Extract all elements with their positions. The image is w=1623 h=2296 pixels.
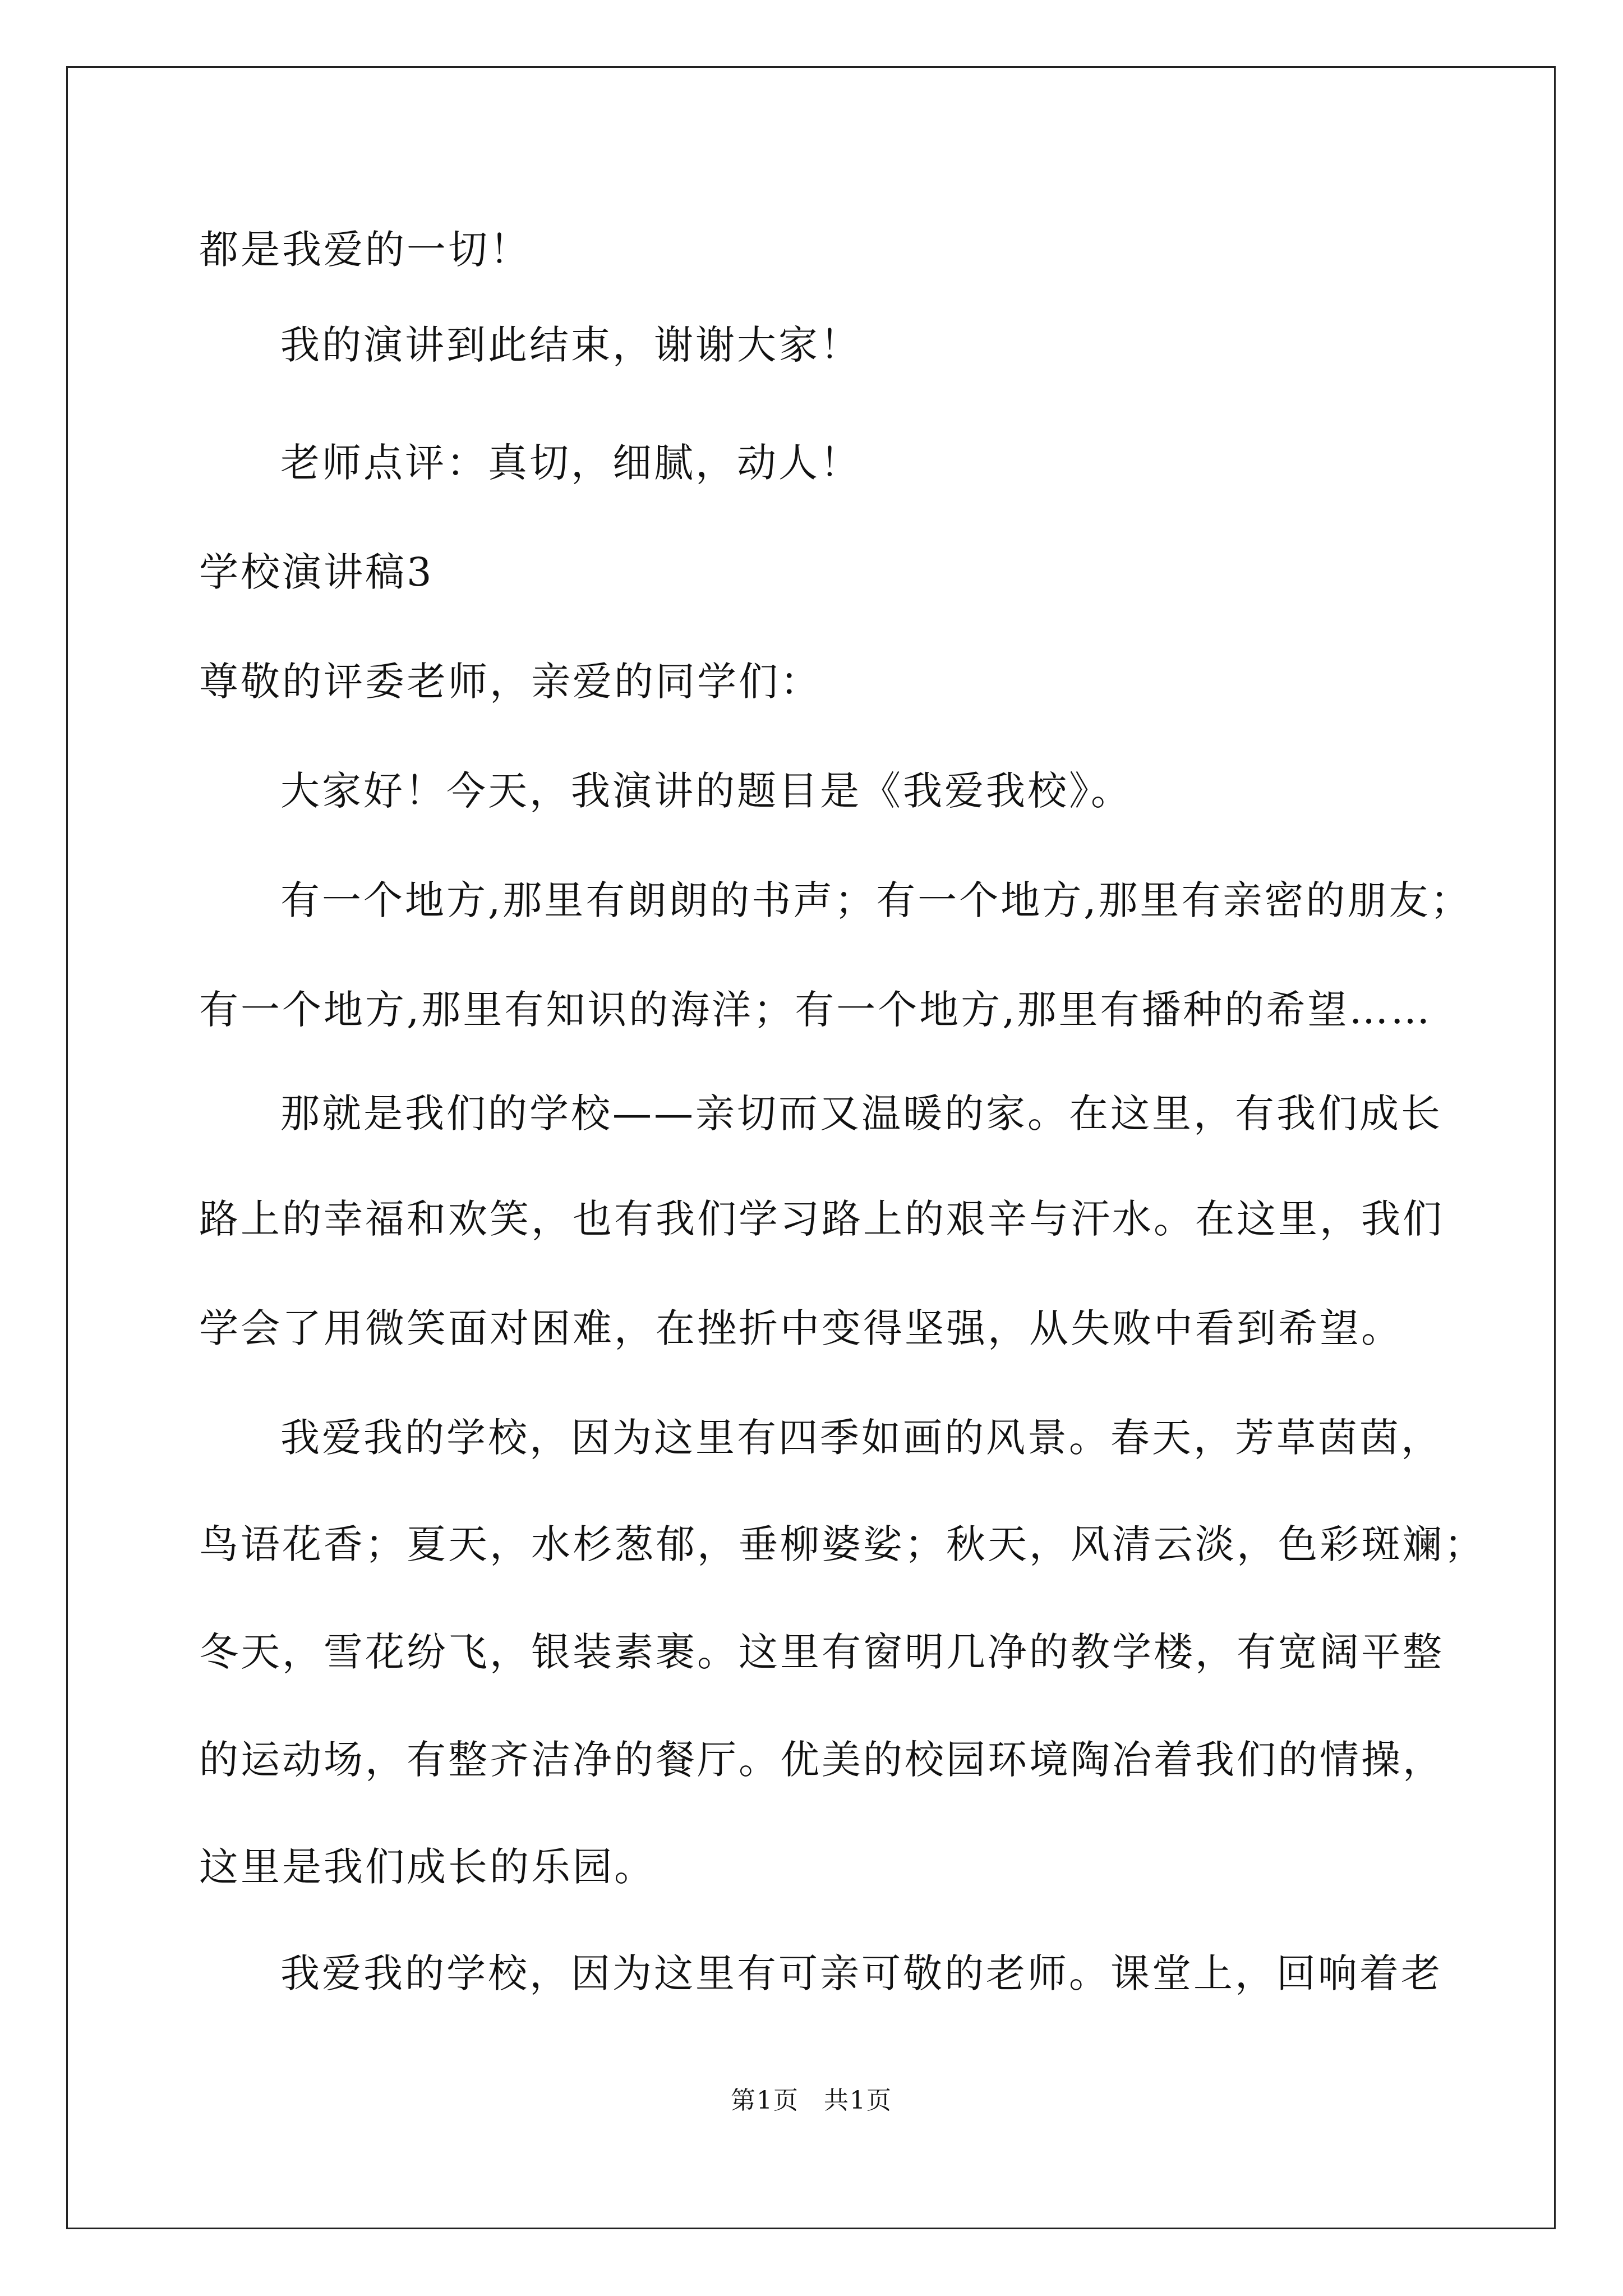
- text-line: 都是我爱的一切！: [199, 227, 531, 273]
- text-line: 我的演讲到此结束，谢谢大家！: [280, 322, 861, 368]
- section-heading: 学校演讲稿3: [199, 549, 434, 595]
- text-line: 鸟语花香；夏天，水杉葱郁，垂柳婆娑；秋天，风清云淡，色彩斑斓；: [199, 1521, 1486, 1567]
- text-line: 有一个地方,那里有朗朗的书声；有一个地方,那里有亲密的朋友；: [280, 877, 1472, 923]
- page-border: [66, 66, 1556, 2229]
- salutation: 尊敬的评委老师，亲爱的同学们：: [199, 659, 822, 705]
- text-line: 路上的幸福和欢笑，也有我们学习路上的艰辛与汗水。在这里，我们: [199, 1196, 1444, 1242]
- text-line: 这里是我们成长的乐园。: [199, 1844, 656, 1890]
- text-line: 的运动场，有整齐洁净的餐厅。优美的校园环境陶冶着我们的情操，: [199, 1737, 1444, 1783]
- page-footer: [0, 2084, 1623, 2118]
- text-line: 学会了用微笑面对困难，在挫折中变得坚强，从失败中看到希望。: [199, 1305, 1403, 1351]
- text-line: 那就是我们的学校——亲切而又温暖的家。在这里，有我们成长: [280, 1091, 1442, 1137]
- text-line: 老师点评：真切，细腻，动人！: [280, 440, 861, 486]
- text-line: 冬天，雪花纷飞，银装素裹。这里有窗明几净的教学楼，有宽阔平整: [199, 1629, 1444, 1675]
- page-number: 第1页: [731, 2086, 799, 2115]
- text-line: 有一个地方,那里有知识的海洋；有一个地方,那里有播种的希望……: [199, 987, 1432, 1033]
- text-line: 我爱我的学校，因为这里有可亲可敬的老师。课堂上，回响着老: [280, 1950, 1442, 1996]
- text-line: 我爱我的学校，因为这里有四季如画的风景。春天，芳草茵茵，: [280, 1415, 1442, 1461]
- text-line: 大家好！今天，我演讲的题目是《我爱我校》。: [280, 768, 1132, 814]
- page-total: 共1页: [824, 2086, 892, 2115]
